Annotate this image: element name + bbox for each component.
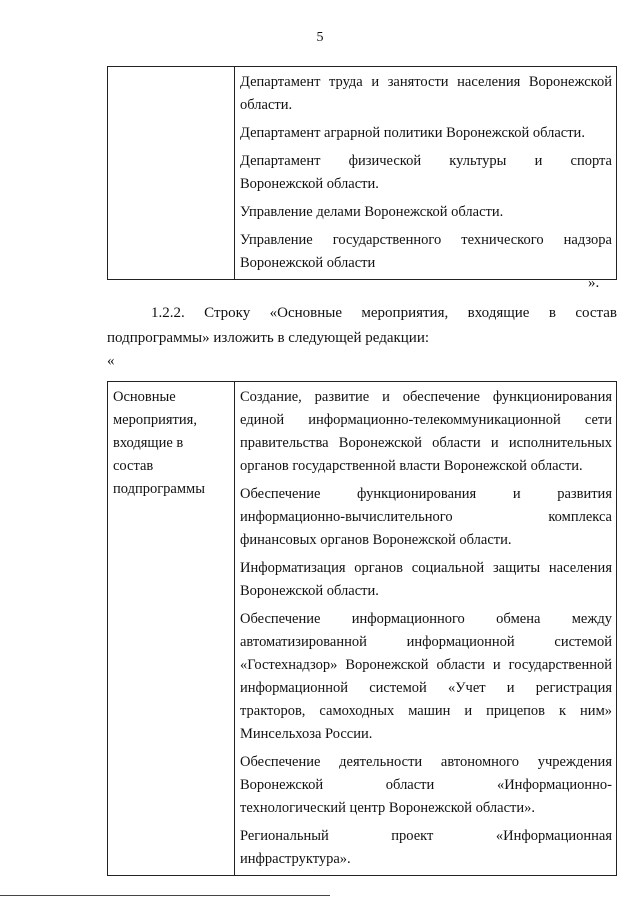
- text-line: информационно-вычислительного комплекса: [240, 509, 612, 525]
- text-line: Департамент физической культуры и спорта: [240, 153, 612, 169]
- paragraph: [240, 557, 612, 603]
- text-line: информационной системой «Учет и регистрация: [240, 680, 612, 696]
- text-line: Минсельхоза России.: [240, 726, 373, 742]
- label-line: Основные: [113, 389, 176, 405]
- text-line: Обеспечение деятельности автономного учреждения: [240, 754, 612, 770]
- paragraph: [240, 825, 612, 871]
- label-line: мероприятия,: [113, 412, 197, 428]
- text-line: Создание, развитие и обеспечение функционирования: [240, 389, 612, 405]
- label-line: входящие в: [113, 435, 184, 451]
- text-line: органов государственной власти Воронежской области.: [240, 458, 583, 474]
- text-line: Обеспечение информационного обмена между: [240, 611, 612, 627]
- closing-quote: ».: [588, 275, 600, 291]
- text-line: Департамент аграрной политики Воронежской области.: [240, 125, 585, 141]
- responsible-table-col1: [108, 67, 235, 280]
- text-line: автоматизированной информационной системой: [240, 634, 612, 650]
- text-line: Воронежской области.: [240, 583, 379, 599]
- instruction-line-2: подпрограммы» изложить в следующей редакции:: [107, 330, 430, 346]
- text-line: Департамент труда и занятости населения Воронежской: [240, 74, 612, 90]
- text-line: Воронежской области: [240, 255, 376, 271]
- text-line: Управление делами Воронежской области.: [240, 204, 504, 220]
- paragraph: [240, 71, 612, 117]
- paragraph: [240, 201, 612, 224]
- text-line: Воронежской области.: [240, 176, 379, 192]
- instruction-line-1: [107, 301, 617, 325]
- paragraph: [240, 150, 612, 196]
- label-line: подпрограммы: [113, 481, 205, 497]
- activities-table-content-cell: [235, 382, 617, 876]
- text-line: технологический центр Воронежской области».: [240, 800, 535, 816]
- paragraph: [240, 122, 612, 145]
- activities-table-label-cell: [108, 382, 235, 876]
- text-line: правительства Воронежской области и исполнительных: [240, 435, 612, 451]
- page-number: 5: [316, 30, 324, 45]
- instruction-text: 1.2.2. Строку «Основные мероприятия, входящие в состав: [151, 305, 617, 321]
- paragraph: [240, 229, 612, 275]
- responsible-table-col2: [235, 67, 617, 280]
- footer-line: [0, 895, 330, 896]
- text-line: области.: [240, 97, 293, 113]
- text-line: Обеспечение функционирования и развития: [240, 486, 612, 502]
- text-line: Управление государственного технического надзора: [240, 232, 612, 248]
- text-line: инфраструктура».: [240, 851, 351, 867]
- responsible-table: [107, 66, 617, 280]
- label-line: состав: [113, 458, 154, 474]
- text-line: Воронежской области «Информационно-: [240, 777, 612, 793]
- text-line: тракторов, самоходных машин и прицепов к ним»: [240, 703, 612, 719]
- text-line: Региональный проект «Информационная: [240, 828, 612, 844]
- text-line: Информатизация органов социальной защиты населения: [240, 560, 612, 576]
- paragraph: [240, 386, 612, 478]
- activities-table: [107, 381, 617, 876]
- paragraph: [240, 483, 612, 552]
- text-line: «Гостехнадзор» Воронежской области и государственной: [240, 657, 612, 673]
- text-line: единой информационно-телекоммуникационной сети: [240, 412, 612, 428]
- text-line: финансовых органов Воронежской области.: [240, 532, 512, 548]
- paragraph: [240, 608, 612, 746]
- paragraph: [240, 751, 612, 820]
- opening-quote: «: [107, 353, 115, 369]
